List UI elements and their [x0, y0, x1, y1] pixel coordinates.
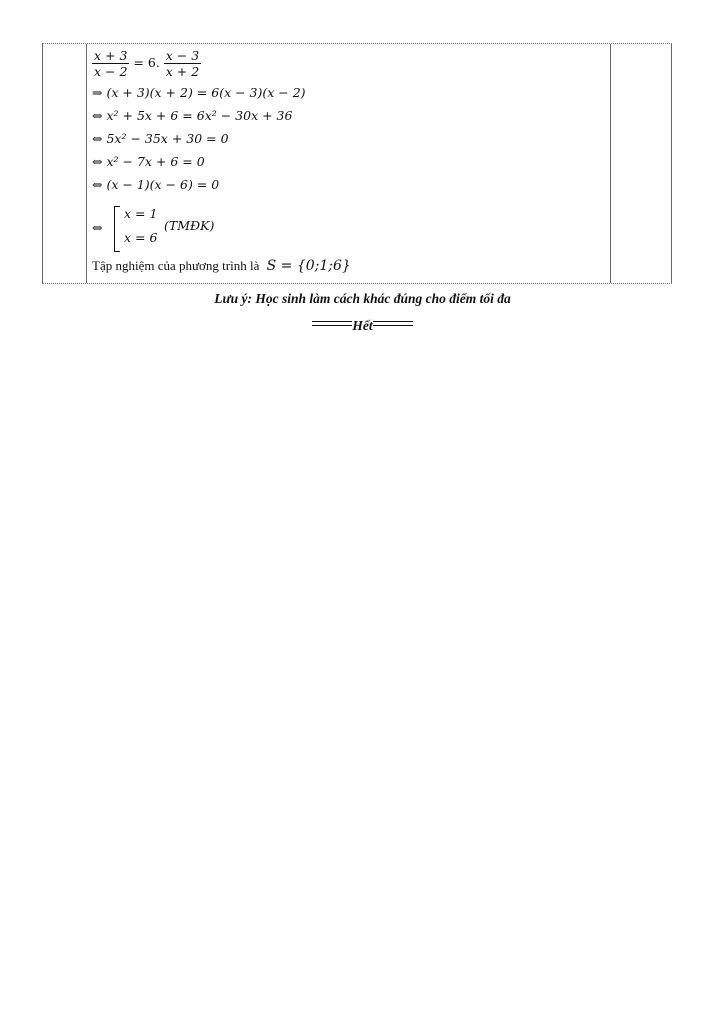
end-dash-left	[312, 321, 352, 326]
equation-3	[92, 108, 292, 123]
conclusion-text: Tập nghiệm của phương trình là	[92, 258, 260, 273]
table-border-left	[42, 44, 43, 283]
fraction-rhs	[164, 48, 201, 79]
conclusion	[92, 258, 351, 274]
equation-6-text: (x − 1)(x − 6) = 0	[106, 177, 220, 192]
case-2: x = 6	[124, 230, 158, 245]
end-marker	[0, 318, 725, 334]
equation-2-text: (x + 3)(x + 2) = 6(x − 3)(x − 2)	[106, 85, 306, 100]
case-bracket	[114, 206, 120, 252]
equation-5	[92, 154, 205, 169]
equation-5-text: x² − 7x + 6 = 0	[106, 154, 205, 169]
equation-6	[92, 177, 219, 192]
end-dash-right	[373, 321, 413, 326]
end-text: Hết	[352, 318, 373, 333]
equation-3-text: x² + 5x + 6 = 6x² − 30x + 36	[106, 108, 293, 123]
condition-note: (TMĐK)	[164, 218, 215, 233]
footer-note: Lưu ý: Học sinh làm cách khác đúng cho điểm tối đa	[214, 291, 511, 306]
equation-1	[92, 48, 201, 79]
solution-set: S = {0;1;6}	[266, 258, 351, 274]
lhs-denominator: x − 2	[94, 64, 128, 79]
rhs-numerator: x − 3	[165, 48, 200, 63]
fraction-lhs	[92, 48, 129, 79]
equation-4	[92, 131, 229, 146]
equiv-arrow: ⇔	[92, 108, 103, 123]
equals-six: = 6.	[133, 55, 160, 70]
table-divider-2	[610, 44, 611, 283]
equation-2	[92, 85, 306, 100]
solution-table	[42, 43, 672, 284]
implies-arrow: ⇒	[92, 85, 103, 100]
rhs-denominator: x + 2	[165, 64, 200, 79]
lhs-numerator: x + 3	[94, 48, 128, 63]
equiv-arrow: ⇔	[92, 177, 103, 192]
table-divider-1	[86, 44, 87, 283]
equation-4-text: 5x² − 35x + 30 = 0	[106, 131, 229, 146]
equiv-arrow: ⇔	[92, 131, 103, 146]
equiv-arrow: ⇔	[92, 154, 103, 169]
table-border-right	[671, 44, 672, 283]
case-1: x = 1	[124, 206, 158, 221]
equiv-arrow: ⇔	[92, 220, 103, 235]
